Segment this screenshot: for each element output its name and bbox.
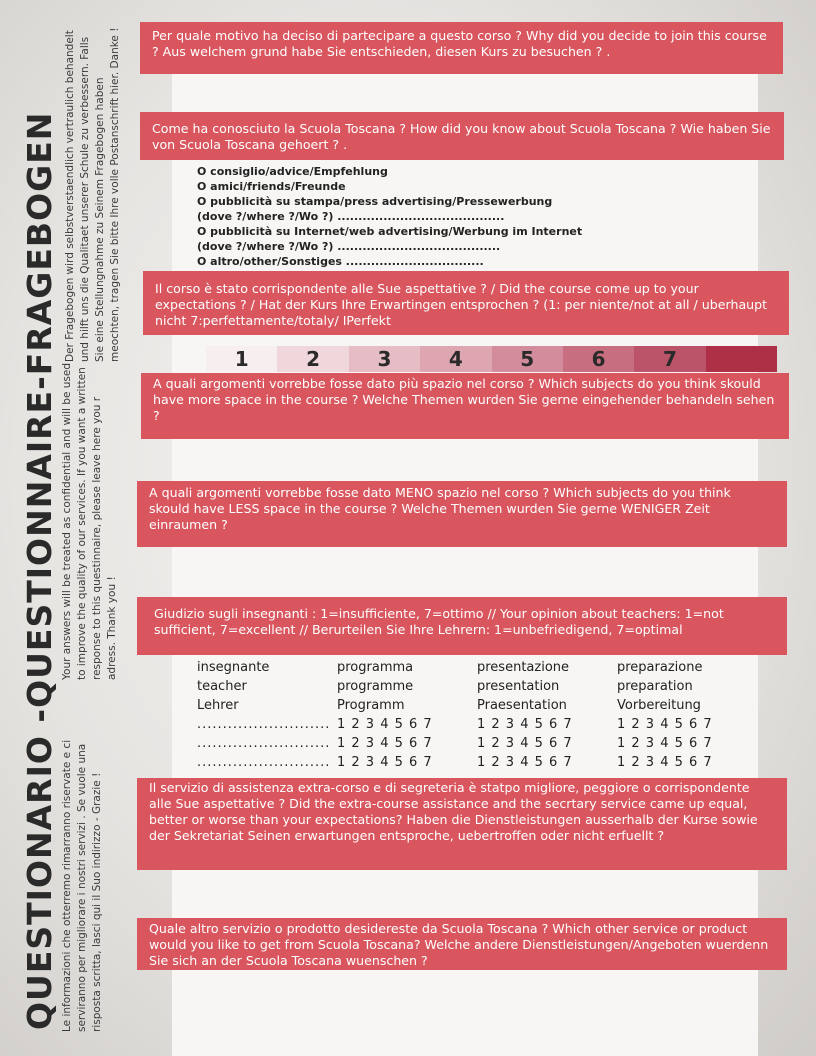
options-list [197,164,582,269]
grid-header-row [197,696,757,715]
grid-header-cell: presentation [477,679,560,694]
teacher-rating-grid [197,658,757,772]
rating-numbers[interactable]: 1 2 3 4 5 6 7 [337,755,433,770]
question-how-known: Come ha conosciuto la Scuola Toscana ? How did you know about Scuola Toscana ? Wie haben Sie von Scuola Toscana gehoert ? . [140,112,784,160]
scale-1[interactable]: 1 [206,346,277,372]
scale-7[interactable]: 7 [634,346,705,372]
scale-4[interactable]: 4 [420,346,491,372]
option-internet-where[interactable]: (dove ?/where ?/Wo ?) ....................................... [197,240,501,253]
grid-header-row [197,658,757,677]
rating-numbers[interactable]: 1 2 3 4 5 6 7 [617,717,713,732]
question-other-service: Quale altro servizio o prodotto desidereste da Scuola Toscana ? Which other service or product would you like to get from Scuola Toscana? Welche andere Dienstleistungen/Angeboten wuerdenn Sie sich an der Scuola Toscana wuenschen ? [137,918,787,970]
grid-header-cell: Vorbereitung [617,698,701,713]
rating-numbers[interactable]: 1 2 3 4 5 6 7 [337,717,433,732]
grid-header-cell: Lehrer [197,698,239,713]
rating-numbers[interactable]: 1 2 3 4 5 6 7 [617,755,713,770]
grid-header-cell: insegnante [197,660,270,675]
question-extra-service: Il servizio di assistenza extra-corso e di segreteria è statpo migliore, peggiore o corrispondente alle Sue aspettative ? Did the extra-course assistance and the secrtary service came up equal, better or worse than your expectations? Haben die Dienstleistungen ausserhalb der Kurse sowie der Sekretariat Seinen erwartungen entsproche, uebertroffen oder nicht erfuellt ? [137,778,787,870]
intro-italian: Le informazioni che otterremo rimarranno riservate e ci serviranno per migliorare i nostri servizi . Se vuole una risposta scritta, lasci qui il Suo indirizzo - Grazie ! [61,739,103,1032]
intro-english: Your answers will be treated as confidential and will be used to improve the quality of our services. If you want a written response to this questinnaire, please leave here you r adress. Thank you ! [61,363,118,680]
question-expectations: Il corso è stato corrispondente alle Sue aspettative ? / Did the course come up to your expectations ? / Hat der Kurs Ihre Erwartingen entsprochen ? (1: per niente/not at all / uberhaupt nicht 7:perfettamente/totaly/ IPerfekt [143,271,789,335]
teacher-name-blank[interactable]: .......................... [197,736,331,751]
rating-scale [206,346,777,372]
grid-rating-row [197,715,757,734]
rating-numbers[interactable]: 1 2 3 4 5 6 7 [617,736,713,751]
page-title: QUESTIONARIO -QUESTIONNAIRE-FRAGEBOGEN [20,111,59,1030]
scale-3[interactable]: 3 [349,346,420,372]
scale-2[interactable]: 2 [277,346,348,372]
scale-end [706,346,777,372]
option-press-where[interactable]: (dove ?/where ?/Wo ?) ........................................ [197,210,505,223]
grid-header-cell: preparation [617,679,693,694]
question-motivation: Per quale motivo ha deciso di partecipare a questo corso ? Why did you decide to join this course ? Aus welchem grund habe Sie entschieden, diesen Kurs zu besuchen ? . [140,22,783,74]
rating-numbers[interactable]: 1 2 3 4 5 6 7 [477,736,573,751]
option-advice[interactable]: O consiglio/advice/Empfehlung [197,165,388,178]
option-other[interactable]: O altro/other/Sonstiges ................................. [197,255,484,268]
teacher-name-blank[interactable]: .......................... [197,717,331,732]
grid-header-cell: Praesentation [477,698,567,713]
question-teachers: Giudizio sugli insegnanti : 1=insufficiente, 7=ottimo // Your opinion about teachers: 1=not sufficient, 7=excellent // Berurteilen Sie Ihre Lehrern: 1=unbefriedigend, 7=optimal [137,597,787,655]
scale-5[interactable]: 5 [492,346,563,372]
option-friends[interactable]: O amici/friends/Freunde [197,180,346,193]
answer-area-less-space[interactable] [172,549,758,595]
grid-header-row [197,677,757,696]
grid-rating-row [197,753,757,772]
answer-area-extra-service[interactable] [172,872,758,916]
answer-area-motivation[interactable] [172,76,758,110]
answer-area-more-space[interactable] [172,441,758,479]
grid-rating-row [197,734,757,753]
option-press[interactable]: O pubblicità su stampa/press advertising/Pressewerbung [197,195,553,208]
grid-header-cell: preparazione [617,660,703,675]
grid-header-cell: teacher [197,679,247,694]
intro-german: Der Fragebogen wird selbstverstaendlich vertraulich behandelt und hilft uns die Qualitaet unserer Schule zu verbessern. Falls Sie eine Stellungnahme zu Seinem Fragebogen haben meochten, tragen Sie bitte Ihre volle Postanschrift hier. Danke ! [64,27,121,362]
scale-6[interactable]: 6 [563,346,634,372]
option-internet[interactable]: O pubblicità su Internet/web advertising/Werbung im Internet [197,225,583,238]
rating-numbers[interactable]: 1 2 3 4 5 6 7 [477,717,573,732]
rating-numbers[interactable]: 1 2 3 4 5 6 7 [477,755,573,770]
grid-header-cell: Programm [337,698,405,713]
grid-header-cell: presentazione [477,660,570,675]
question-more-space: A quali argomenti vorrebbe fosse dato più spazio nel corso ? Which subjects do you think skould have more space in the course ? Welche Themen wurden Sie gerne eingehender behandeln sehen ? [141,373,789,439]
teacher-name-blank[interactable]: .......................... [197,755,331,770]
grid-header-cell: programme [337,679,414,694]
answer-area-other-service[interactable] [172,972,758,1022]
question-less-space: A quali argomenti vorrebbe fosse dato MENO spazio nel corso ? Which subjects do you think skould have LESS space in the course ? Welche Themen wurden Sie gerne WENIGER Zeit einraumen ? [137,481,787,547]
grid-header-cell: programma [337,660,414,675]
rating-numbers[interactable]: 1 2 3 4 5 6 7 [337,736,433,751]
